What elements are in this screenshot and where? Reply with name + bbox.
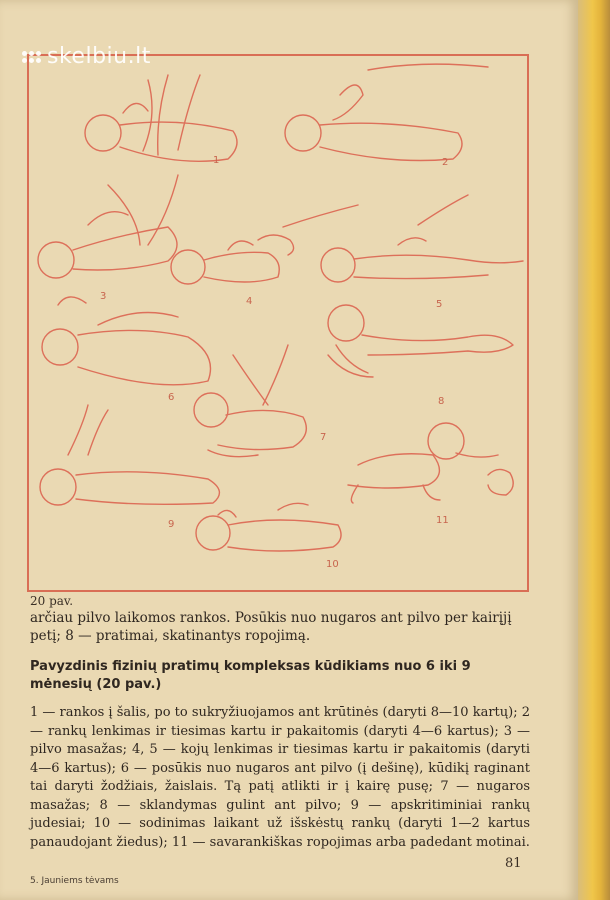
figure-11-crawling — [348, 423, 513, 503]
figure-9-arm-circles — [40, 405, 219, 505]
figure-10-sitting-up — [196, 503, 341, 551]
section-heading: Pavyzdinis fizinių pratimų kompleksas kūdikiams nuo 6 iki 9 mėnesių (20 pav.) — [30, 659, 471, 692]
figure-1-baby-lying — [85, 75, 237, 161]
figure-label-8: 8 — [438, 396, 445, 407]
figure-label-11: 11 — [436, 515, 449, 526]
figure-label-5: 5 — [436, 299, 443, 310]
exercise-illustration — [28, 55, 525, 587]
watermark — [22, 44, 151, 69]
exercise-list-paragraph: 1 — rankos į šalis, po to sukryžiuojamos ant krūtinės (daryti 8—10 kartų); 2 — rankų lenkimas ir tiesimas kartu ir pakaitomis (daryti 4—6 kartus); 3 — pilvo masažas; 4, 5 — kojų lenkimas ir tiesimas kartu ir pakaitomis (daryti 4—6 kartus); 6 — posūkis nuo nugaros ant pilvo (į dešinę), kūdikį raginant tai daryti žodžiais, žaislais. Tą patį atlikti ir į kairę pusę; 7 — nugaros masažas; 8 — sklandymas gulint ant pilvo; 9 — apskritiminiai rankų judesiai; 10 — sodinimas laikant už išskėstų rankų (daryti 1—2 kartus panaudojant žiedus); 11 — savarankiškas ropojimas arba padedant motinai. — [30, 705, 530, 850]
figure-3-baby-massage — [38, 175, 178, 278]
figure-5-baby-legs — [321, 195, 523, 282]
figure-6-baby-turn — [42, 297, 211, 385]
paragraph-continued: arčiau pilvo laikomos rankos. Posūkis nuo nugaros ant pilvo per kairįjį petį; 8 — pratimai, skatinantys ropojimą. — [30, 610, 512, 644]
figure-7-back-massage — [194, 345, 306, 457]
watermark-text: skelbiu.lt — [47, 44, 151, 69]
figure-label-4: 4 — [246, 296, 253, 307]
figure-8-baby-gliding — [328, 305, 513, 377]
figure-label-3: 3 — [100, 291, 107, 302]
page-edges — [578, 0, 610, 900]
figure-2-baby-arms — [285, 64, 488, 160]
figure-label-2: 2 — [442, 157, 449, 168]
watermark-logo-icon — [22, 51, 41, 63]
figure-caption: 20 pav. — [30, 594, 74, 608]
figure-4-baby-legs — [171, 205, 358, 284]
figure-label-6: 6 — [168, 392, 175, 403]
figure-label-1: 1 — [213, 155, 220, 166]
figure-label-9: 9 — [168, 519, 175, 530]
page-number: 81 — [505, 856, 522, 871]
figure-label-10: 10 — [326, 559, 339, 570]
figure-label-7: 7 — [320, 432, 327, 443]
page-footer: 5. Jauniems tėvams — [30, 876, 119, 886]
